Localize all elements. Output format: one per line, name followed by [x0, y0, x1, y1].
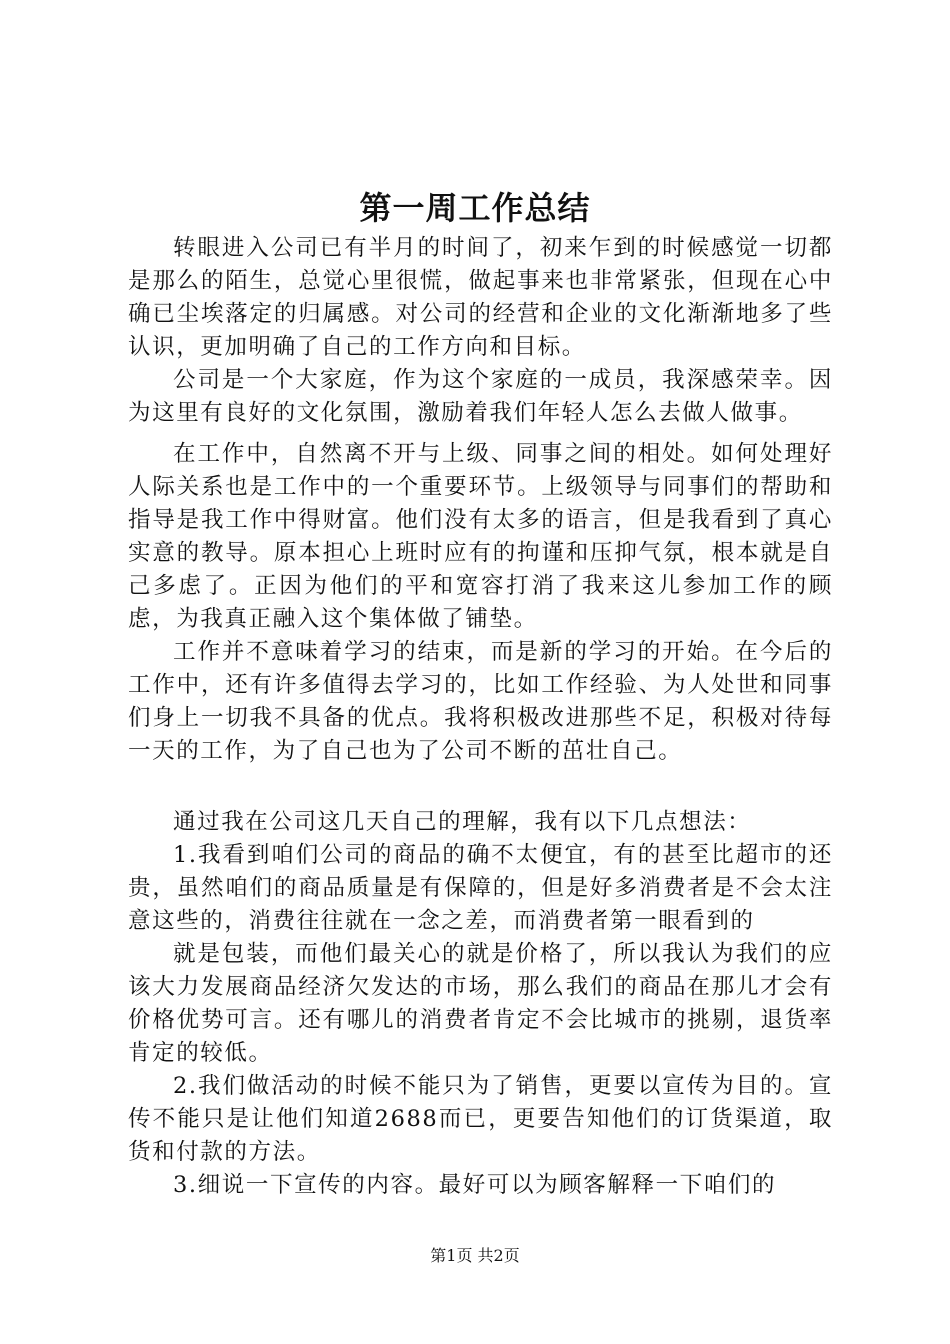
- paragraph-point-3: 3.细说一下宣传的内容。最好可以为顾客解释一下咱们的: [173, 1172, 777, 1198]
- page-footer: 第1页 共2页: [430, 1246, 520, 1265]
- paragraph-relationships: 在工作中，自然离不开与上级、同事之间的相处。如何处理好人际关系也是工作中的一个重要环节。上级领导与同事们的帮助和指导是我工作中得财富。他们没有太多的语言，但是我看到了真心实意的教导。原本担心上班时应有的拘谨和压抑气氛，根本就是自己多虑了。正因为他们的平和宽容打消了我来这儿参加工作的顾虑，为我真正融入这个集体做了铺垫。: [128, 441, 833, 632]
- paragraph-thoughts-intro: 通过我在公司这几天自己的理解，我有以下几点想法：: [173, 809, 752, 835]
- paragraph-learning: 工作并不意味着学习的结束，而是新的学习的开始。在今后的工作中，还有许多值得去学习的，比如工作经验、为人处世和同事们身上一切我不具备的优点。我将积极改进那些不足，积极对待每一天的工作，为了自己也为了公司不断的茁壮自己。: [128, 639, 833, 764]
- paragraph-point-1-continued: 就是包装，而他们最关心的就是价格了，所以我认为我们的应该大力发展商品经济欠发达的市场，那么我们的商品在那儿才会有价格优势可言。还有哪儿的消费者肯定不会比城市的挑剔，退货率肯定的较低。: [128, 941, 833, 1066]
- paragraph-point-1: 1.我看到咱们公司的商品的确不太便宜，有的甚至比超市的还贵，虽然咱们的商品质量是有保障的，但是好多消费者是不会太注意这些的，消费往往就在一念之差，而消费者第一眼看到的: [128, 842, 833, 934]
- document-title: 第一周工作总结: [359, 189, 591, 227]
- document-body: [128, 232, 833, 1202]
- paragraph-intro: 转眼进入公司已有半月的时间了，初来乍到的时候感觉一切都是那么的陌生，总觉心里很慌，做起事来也非常紧张，但现在心中确已尘埃落定的归属感。对公司的经营和企业的文化渐渐地多了些认识，更加明确了自己的工作方向和目标。: [128, 235, 833, 360]
- paragraph-point-2: 2.我们做活动的时候不能只为了销售，更要以宣传为目的。宣传不能只是让他们知道2688而已，更要告知他们的订货渠道，取货和付款的方法。: [128, 1073, 833, 1165]
- paragraph-family: 公司是一个大家庭，作为这个家庭的一成员，我深感荣幸。因为这里有良好的文化氛围，激励着我们年轻人怎么去做人做事。: [128, 367, 833, 426]
